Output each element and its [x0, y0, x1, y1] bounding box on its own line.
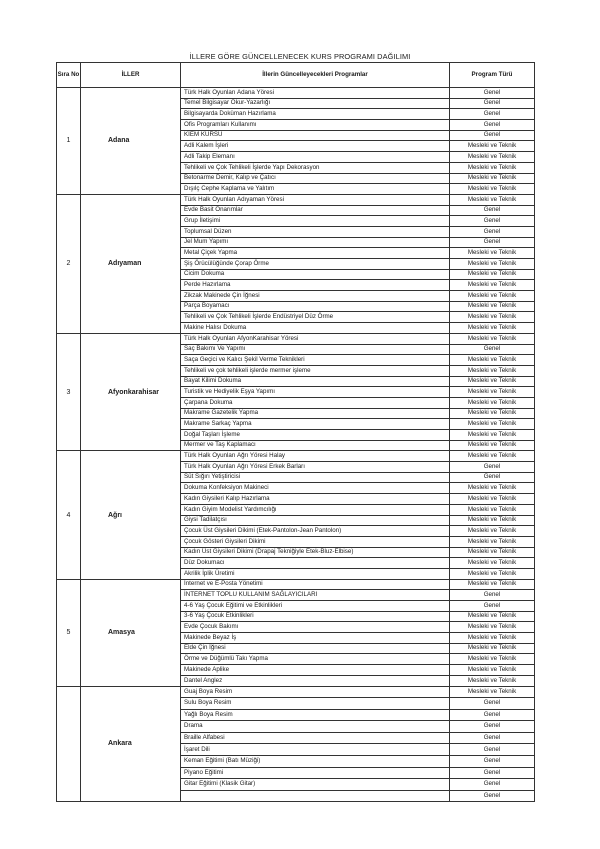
program-type: Genel [450, 721, 535, 733]
program-type: Genel [450, 601, 535, 612]
program-name: İnternet ve E-Posta Yönetimi [181, 579, 450, 590]
program-name: Tehlikeli ve Çok Tehlikeli İşlerde Endüstriyel Düz Örme [181, 312, 450, 323]
program-name: Makinede Beyaz İş [181, 633, 450, 644]
program-name: Makine Halısı Dokuma [181, 323, 450, 334]
program-name: Betonarme Demir, Kalıp ve Çatıcı [181, 173, 450, 184]
row-number: 4 [57, 451, 81, 579]
program-name: Kadın Giysileri Kalıp Hazırlama [181, 494, 450, 505]
table-row [57, 686, 535, 698]
program-type: Genel [450, 790, 535, 802]
program-name: Braille Alfabesi [181, 732, 450, 744]
program-type: Mesleki ve Teknik [450, 547, 535, 558]
program-type: Mesleki ve Teknik [450, 494, 535, 505]
program-type: Mesleki ve Teknik [450, 430, 535, 441]
program-name: Doğal Taşları İşleme [181, 430, 450, 441]
program-name: Çocuk Üst Giysileri Dikimi (Etek-Pantolon-Jean Pantolon) [181, 526, 450, 537]
program-type: Mesleki ve Teknik [450, 323, 535, 334]
program-name: Makrame Gazetelik Yapma [181, 408, 450, 419]
program-type: Mesleki ve Teknik [450, 248, 535, 259]
program-name: Türk Halk Oyunları Adıyaman Yöresi [181, 194, 450, 205]
row-number: 1 [57, 88, 81, 195]
program-type: Mesleki ve Teknik [450, 259, 535, 270]
program-type: Mesleki ve Teknik [450, 355, 535, 366]
program-name: Adli Kalem İşleri [181, 141, 450, 152]
program-type: Mesleki ve Teknik [450, 387, 535, 398]
program-type: Genel [450, 98, 535, 109]
program-type: Genel [450, 767, 535, 779]
program-name: Zikzak Makinede Çin İğnesi [181, 291, 450, 302]
program-name [181, 790, 450, 802]
program-name: Akrilik İplik Üretimi [181, 568, 450, 579]
province-name: Ankara [81, 686, 181, 802]
row-number: 5 [57, 579, 81, 686]
program-name: Grup İletişimi [181, 216, 450, 227]
program-type: Mesleki ve Teknik [450, 291, 535, 302]
program-type: Genel [450, 590, 535, 601]
program-name: Ofis Programları Kullanımı [181, 120, 450, 131]
program-name: Örme ve Düğümlü Takı Yapma [181, 654, 450, 665]
program-name: Turistik ve Hediyelik Eşya Yapımı [181, 387, 450, 398]
program-name: KİEM KURSU [181, 130, 450, 141]
program-type: Mesleki ve Teknik [450, 408, 535, 419]
program-type: Mesleki ve Teknik [450, 419, 535, 430]
program-type: Mesleki ve Teknik [450, 365, 535, 376]
program-type: Mesleki ve Teknik [450, 173, 535, 184]
program-name: Tehlikeli ve Çok Tehlikeli İşlerde Yapı Dekorasyon [181, 162, 450, 173]
program-type: Mesleki ve Teknik [450, 483, 535, 494]
program-name: Türk Halk Oyunları Adana Yöresi [181, 88, 450, 99]
program-type: Mesleki ve Teknik [450, 665, 535, 676]
program-name: Keman Eğitimi (Batı Müziği) [181, 756, 450, 768]
program-type: Genel [450, 472, 535, 483]
program-name: Sulu Boya Resim [181, 698, 450, 710]
province-name: Ağrı [81, 451, 181, 579]
program-type: Mesleki ve Teknik [450, 686, 535, 698]
program-name: Kadın Giyim Modelist Yardımcılığı [181, 504, 450, 515]
program-type: Mesleki ve Teknik [450, 397, 535, 408]
program-name: Gitar Eğitimi (Klasik Gitar) [181, 779, 450, 791]
header-sira-no: Sıra No [57, 63, 81, 88]
program-type: Mesleki ve Teknik [450, 622, 535, 633]
program-type: Mesleki ve Teknik [450, 536, 535, 547]
program-name: Şiş Örücülüğünde Çorap Örme [181, 259, 450, 270]
program-name: Metal Çiçek Yapma [181, 248, 450, 259]
program-name: Bilgisayarda Doküman Hazırlama [181, 109, 450, 120]
program-name: 4-6 Yaş Çocuk Eğitimi ve Etkinlikleri [181, 601, 450, 612]
program-type: Genel [450, 120, 535, 131]
province-name: Adana [81, 88, 181, 195]
program-type: Mesleki ve Teknik [450, 312, 535, 323]
program-name: Kadın Üst Giysileri Dikimi (Drapaj Tekniğiyle Etek-Bluz-Elbise) [181, 547, 450, 558]
program-type: Mesleki ve Teknik [450, 504, 535, 515]
program-type: Genel [450, 732, 535, 744]
program-name: Cicim Dokuma [181, 269, 450, 280]
program-name: Adli Takip Elemanı [181, 152, 450, 163]
program-type: Mesleki ve Teknik [450, 152, 535, 163]
program-type: Mesleki ve Teknik [450, 141, 535, 152]
program-type: Mesleki ve Teknik [450, 280, 535, 291]
program-type: Mesleki ve Teknik [450, 675, 535, 686]
program-name: İNTERNET TOPLU KULLANIM SAĞLAYICILARI [181, 590, 450, 601]
program-name: Saç Bakımı Ve Yapımı [181, 344, 450, 355]
program-type: Mesleki ve Teknik [450, 526, 535, 537]
program-type: Genel [450, 756, 535, 768]
header-iller: İLLER [81, 63, 181, 88]
program-type: Mesleki ve Teknik [450, 440, 535, 451]
program-type: Mesleki ve Teknik [450, 301, 535, 312]
program-type: Mesleki ve Teknik [450, 568, 535, 579]
program-type: Genel [450, 226, 535, 237]
program-type: Mesleki ve Teknik [450, 558, 535, 569]
program-name: Dantel Anglez [181, 675, 450, 686]
program-name: Perde Hazırlama [181, 280, 450, 291]
table-row [57, 579, 535, 590]
program-type: Genel [450, 709, 535, 721]
program-name: Guaj Boya Resim [181, 686, 450, 698]
program-type: Mesleki ve Teknik [450, 611, 535, 622]
program-type: Mesleki ve Teknik [450, 162, 535, 173]
table-row [57, 333, 535, 344]
program-name: Süt Sığırı Yetiştiricisi [181, 472, 450, 483]
table-row [57, 194, 535, 205]
program-type: Genel [450, 88, 535, 99]
program-name: Bayat Kilimi Dokuma [181, 376, 450, 387]
program-name: Yağlı Boya Resim [181, 709, 450, 721]
province-name: Amasya [81, 579, 181, 686]
program-type: Genel [450, 216, 535, 227]
program-type: Genel [450, 130, 535, 141]
program-type: Mesleki ve Teknik [450, 333, 535, 344]
row-number [57, 686, 81, 802]
program-type: Mesleki ve Teknik [450, 579, 535, 590]
program-type: Genel [450, 779, 535, 791]
program-name: Evde Çocuk Bakımı [181, 622, 450, 633]
program-name: Türk Halk Oyunları Ağrı Yöresi Halay [181, 451, 450, 462]
program-name: 3-6 Yaş Çocuk Etkinlikleri [181, 611, 450, 622]
program-name: Mermer ve Taş Kaplamacı [181, 440, 450, 451]
program-name: Dokuma Konfeksiyon Makineci [181, 483, 450, 494]
program-name: Elde Çin İğnesi [181, 643, 450, 654]
program-type: Mesleki ve Teknik [450, 643, 535, 654]
program-name: Çocuk Gösteri Giysileri Dikimi [181, 536, 450, 547]
program-name: Tehlikeli ve çok tehlikeli işlerde mermer işleme [181, 365, 450, 376]
program-name: Türk Halk Oyunları AfyonKarahisar Yöresi [181, 333, 450, 344]
program-type: Genel [450, 462, 535, 473]
table-row [57, 88, 535, 99]
province-name: Adıyaman [81, 194, 181, 333]
course-program-table [56, 62, 535, 802]
program-name: Saça Geçici ve Kalıcı Şekil Verme Teknikleri [181, 355, 450, 366]
program-name: Türk Halk Oyunları Ağrı Yöresi Erkek Barları [181, 462, 450, 473]
program-type: Mesleki ve Teknik [450, 269, 535, 280]
program-name: Düz Dokumacı [181, 558, 450, 569]
program-name: Jel Mum Yapımı [181, 237, 450, 248]
program-type: Mesleki ve Teknik [450, 184, 535, 195]
table-header-row [57, 63, 535, 88]
program-type: Genel [450, 344, 535, 355]
program-type: Mesleki ve Teknik [450, 451, 535, 462]
program-name: Çarpana Dokuma [181, 397, 450, 408]
program-type: Genel [450, 237, 535, 248]
program-name: Evde Basit Onarımlar [181, 205, 450, 216]
program-name: Drama [181, 721, 450, 733]
header-program-turu: Program Türü [450, 63, 535, 88]
program-name: Toplumsal Düzen [181, 226, 450, 237]
program-name: Giysi Tadilatçısı [181, 515, 450, 526]
program-name: Dışılç Cephe Kaplama ve Yalıtım [181, 184, 450, 195]
row-number: 2 [57, 194, 81, 333]
program-type: Mesleki ve Teknik [450, 654, 535, 665]
program-name: Makrame Sarkaç Yapma [181, 419, 450, 430]
program-name: İşaret Dili [181, 744, 450, 756]
program-type: Genel [450, 205, 535, 216]
program-name: Temel Bilgisayar Okur-Yazarlığı [181, 98, 450, 109]
program-type: Genel [450, 698, 535, 710]
program-type: Mesleki ve Teknik [450, 194, 535, 205]
program-type: Mesleki ve Teknik [450, 515, 535, 526]
program-type: Mesleki ve Teknik [450, 376, 535, 387]
program-type: Genel [450, 109, 535, 120]
row-number: 3 [57, 333, 81, 451]
program-name: Makinede Aplike [181, 665, 450, 676]
header-programlar: İllerin Güncelleyecekleri Programlar [181, 63, 450, 88]
table-row [57, 451, 535, 462]
page-title: İLLERE GÖRE GÜNCELLENECEK KURS PROGRAMI DAĞILIMI [189, 52, 411, 61]
table-body [57, 88, 535, 802]
program-name: Parça Boyamacı [181, 301, 450, 312]
program-type: Mesleki ve Teknik [450, 633, 535, 644]
program-type: Genel [450, 744, 535, 756]
province-name: Afyonkarahisar [81, 333, 181, 451]
program-name: Piyano Eğitimi [181, 767, 450, 779]
